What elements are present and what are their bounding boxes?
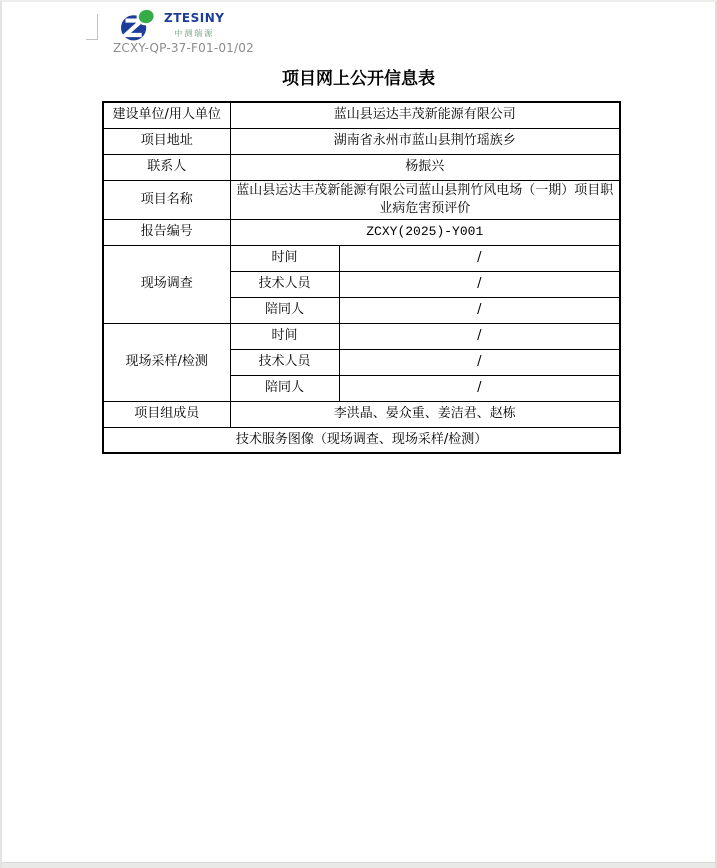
logo-brand-text: ZTESINY <box>164 11 225 25</box>
page-title: 项目网上公开信息表 <box>282 69 435 89</box>
sub-label: 时间 <box>230 245 339 271</box>
document-code: ZCXY-QP-37-F01-01/02 <box>113 41 254 55</box>
row-value: 蓝山县运达丰茂新能源有限公司蓝山县荆竹风电场（一期）项目职业病危害预评价 <box>230 180 620 219</box>
table-row <box>103 180 620 219</box>
sub-label: 陪同人 <box>230 375 339 401</box>
table-row <box>103 245 620 271</box>
sub-value: / <box>339 323 620 349</box>
sub-label: 技术人员 <box>230 271 339 297</box>
table-row <box>103 102 620 128</box>
header-boundary-mark <box>86 14 98 40</box>
table-row <box>103 128 620 154</box>
project-info-table <box>102 101 621 454</box>
sub-value: / <box>339 245 620 271</box>
table-row <box>103 401 620 427</box>
sub-label: 技术人员 <box>230 349 339 375</box>
table-row <box>103 154 620 180</box>
table-row <box>103 219 620 245</box>
row-label: 建设单位/用人单位 <box>103 102 230 128</box>
sub-value: / <box>339 375 620 401</box>
company-logo <box>119 8 224 44</box>
sub-value: / <box>339 349 620 375</box>
row-label: 项目名称 <box>103 180 230 219</box>
ztesiny-logo-icon <box>119 8 159 44</box>
row-value: 杨振兴 <box>230 154 620 180</box>
row-label: 报告编号 <box>103 219 230 245</box>
table-row <box>103 323 620 349</box>
sub-label: 时间 <box>230 323 339 349</box>
row-label: 项目地址 <box>103 128 230 154</box>
team-label: 项目组成员 <box>103 401 230 427</box>
horizontal-scrollbar[interactable] <box>2 862 715 868</box>
team-value: 李洪晶、晏众重、姜洁君、赵栋 <box>230 401 620 427</box>
sub-value: / <box>339 271 620 297</box>
table-row <box>103 427 620 453</box>
logo-text <box>164 12 224 39</box>
service-images-cell: 技术服务图像（现场调查、现场采样/检测） <box>103 427 620 453</box>
sampling-label: 现场采样/检测 <box>103 323 230 401</box>
sub-label: 陪同人 <box>230 297 339 323</box>
row-value: 蓝山县运达丰茂新能源有限公司 <box>230 102 620 128</box>
row-label: 联系人 <box>103 154 230 180</box>
row-value: 湖南省永州市蓝山县荆竹瑶族乡 <box>230 128 620 154</box>
row-value: ZCXY(2025)-Y001 <box>230 219 620 245</box>
logo-brand-cn-text: 中测瑞源 <box>174 29 215 39</box>
sub-value: / <box>339 297 620 323</box>
site-survey-label: 现场调查 <box>103 245 230 323</box>
